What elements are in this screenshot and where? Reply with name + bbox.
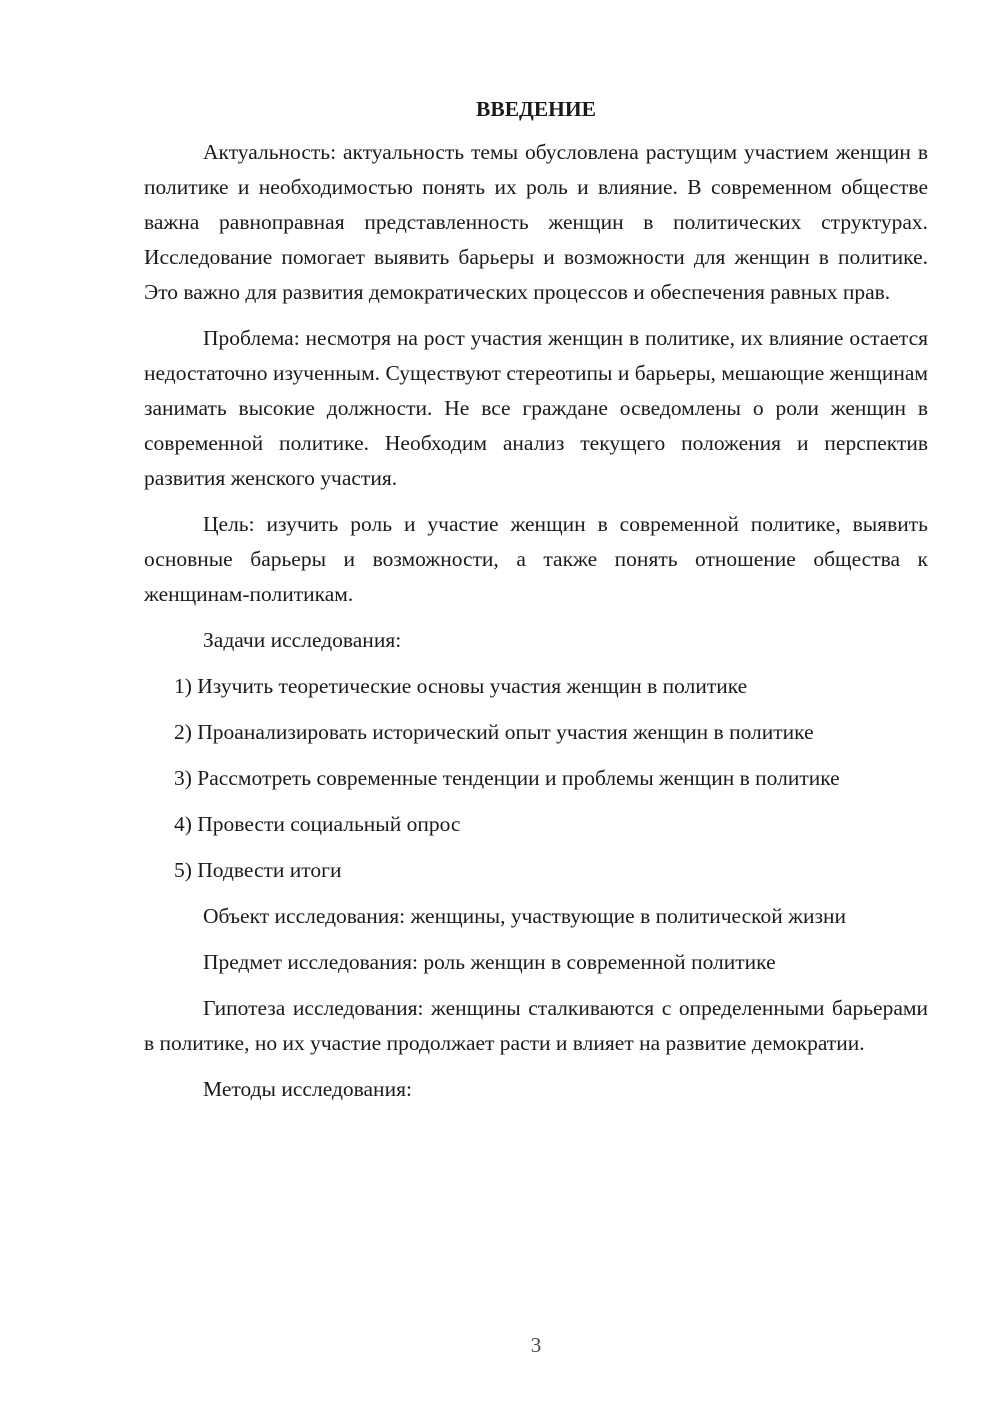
paragraph-object: Объект исследования: женщины, участвующие в политической жизни (203, 904, 847, 928)
document-page (144, 92, 928, 1118)
task-item-1: 1) Изучить теоретические основы участия женщин в политике (174, 674, 748, 698)
task-item-2: 2) Проанализировать исторический опыт участия женщин в политике (174, 720, 814, 744)
task-item-3: 3) Рассмотреть современные тенденции и проблемы женщин в политике (174, 766, 840, 790)
paragraph-tasks-heading: Задачи исследования: (203, 628, 402, 652)
paragraph-problem: Проблема: несмотря на рост участия женщин в политике, их влияние остается недостаточно изученным. Существуют стереотипы и барьеры, мешающие женщинам занимать высокие должности. Не все граждане осведомлены о роли женщин в современной политике. Необходим анализ текущего положения и перспектив развития женского участия. (144, 326, 928, 490)
page-number: 3 (530, 1333, 542, 1357)
paragraph-hypothesis: Гипотеза исследования: женщины сталкиваются с определенными барьерами в политике, но их участие продолжает расти и влияет на развитие демократии. (144, 996, 928, 1055)
paragraph-subject: Предмет исследования: роль женщин в современной политике (203, 950, 776, 974)
paragraph-methods: Методы исследования: (203, 1077, 412, 1101)
paragraph-relevance: Актуальность: актуальность темы обусловлена растущим участием женщин в политике и необходимостью понять их роль и влияние. В современном обществе важна равноправная представленность женщин в политических структурах. Исследование помогает выявить барьеры и возможности для женщин в политике. Это важно для развития демократических процессов и обеспечения равных прав. (144, 140, 928, 304)
task-item-5: 5) Подвести итоги (174, 858, 342, 882)
section-title: ВВЕДЕНИЕ (476, 97, 596, 121)
task-item-4: 4) Провести социальный опрос (174, 812, 461, 836)
paragraph-goal: Цель: изучить роль и участие женщин в современной политике, выявить основные барьеры и возможности, а также понять отношение общества к женщинам-политикам. (144, 512, 928, 606)
